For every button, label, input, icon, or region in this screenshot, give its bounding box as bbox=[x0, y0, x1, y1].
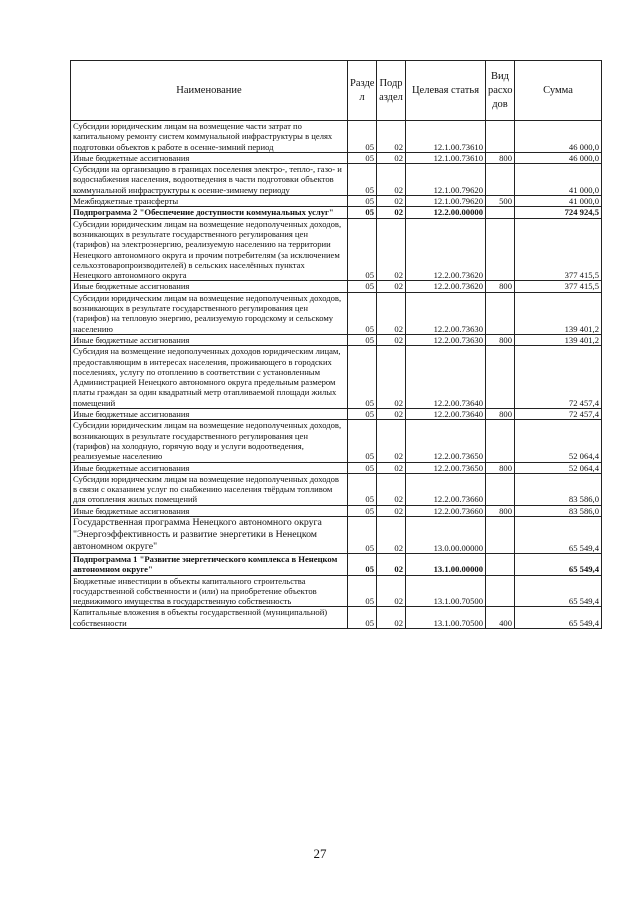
table-cell-subsection: 02 bbox=[377, 152, 406, 163]
table-cell-target: 13.0.00.00000 bbox=[406, 516, 486, 553]
table-cell-expense-type: 500 bbox=[486, 196, 515, 207]
table-cell-amount: 65 549,4 bbox=[515, 575, 602, 607]
table-cell-name: Иные бюджетные ассигнования bbox=[71, 505, 348, 516]
table-cell-subsection: 02 bbox=[377, 553, 406, 575]
table-cell-expense-type bbox=[486, 164, 515, 196]
header-section: Разде л bbox=[348, 61, 377, 121]
table-cell-amount: 139 401,2 bbox=[515, 334, 602, 345]
table-cell-amount: 52 064,4 bbox=[515, 462, 602, 473]
table-cell-name: Иные бюджетные ассигнования bbox=[71, 152, 348, 163]
table-cell-subsection: 02 bbox=[377, 420, 406, 462]
table-cell-target: 12.1.00.79620 bbox=[406, 164, 486, 196]
table-cell-section: 05 bbox=[348, 473, 377, 505]
table-cell-subsection: 02 bbox=[377, 516, 406, 553]
table-cell-amount: 41 000,0 bbox=[515, 164, 602, 196]
table-cell-section: 05 bbox=[348, 346, 377, 409]
table-cell-expense-type: 800 bbox=[486, 152, 515, 163]
table-row bbox=[71, 152, 602, 163]
table-cell-name: Субсидии юридическим лицам на возмещение недополученных доходов, возникающих в результате государственного регулирования цен (тарифов) на холодную, горячую воду и услуги водоотведения, реализуемые населению bbox=[71, 420, 348, 462]
table-cell-subsection: 02 bbox=[377, 409, 406, 420]
table-cell-amount: 83 586,0 bbox=[515, 473, 602, 505]
table-row bbox=[71, 292, 602, 334]
header-name: Наименование bbox=[71, 61, 348, 121]
table-cell-amount: 72 457,4 bbox=[515, 346, 602, 409]
table-row bbox=[71, 121, 602, 153]
table-cell-subsection: 02 bbox=[377, 196, 406, 207]
table-cell-section: 05 bbox=[348, 152, 377, 163]
table-row bbox=[71, 207, 602, 218]
table-cell-amount: 724 924,5 bbox=[515, 207, 602, 218]
table-cell-target: 12.2.00.73630 bbox=[406, 334, 486, 345]
table-row bbox=[71, 420, 602, 462]
table-cell-expense-type bbox=[486, 516, 515, 553]
table-cell-expense-type: 800 bbox=[486, 281, 515, 292]
table-cell-name: Бюджетные инвестиции в объекты капитального строительства государственной собственности и (или) на приобретение объектов недвижимого имущества в государственную собственность bbox=[71, 575, 348, 607]
table-cell-subsection: 02 bbox=[377, 575, 406, 607]
table-cell-name: Иные бюджетные ассигнования bbox=[71, 462, 348, 473]
table-row bbox=[71, 607, 602, 629]
table-row bbox=[71, 196, 602, 207]
table-cell-section: 05 bbox=[348, 218, 377, 281]
table-cell-section: 05 bbox=[348, 607, 377, 629]
table-cell-expense-type: 800 bbox=[486, 505, 515, 516]
table-cell-expense-type bbox=[486, 121, 515, 153]
table-cell-subsection: 02 bbox=[377, 473, 406, 505]
table-cell-expense-type bbox=[486, 207, 515, 218]
table-cell-target: 12.1.00.73610 bbox=[406, 152, 486, 163]
table-cell-section: 05 bbox=[348, 196, 377, 207]
table-cell-target: 13.1.00.70500 bbox=[406, 575, 486, 607]
table-cell-expense-type bbox=[486, 346, 515, 409]
table-cell-subsection: 02 bbox=[377, 334, 406, 345]
table-cell-subsection: 02 bbox=[377, 207, 406, 218]
table-cell-expense-type bbox=[486, 473, 515, 505]
table-cell-amount: 65 549,4 bbox=[515, 553, 602, 575]
table-cell-subsection: 02 bbox=[377, 607, 406, 629]
table-cell-name: Субсидии юридическим лицам на возмещение части затрат по капитальному ремонту систем коммунальной инфраструктуры в целях подготовки объектов к работе в осенне-зимний период bbox=[71, 121, 348, 153]
table-cell-amount: 52 064,4 bbox=[515, 420, 602, 462]
table-cell-name: Субсидии юридическим лицам на возмещение недополученных доходов, возникающих в результате государственного регулирования цен (тарифов) на тепловую энергию, реализуемую городскому и сельскому населению bbox=[71, 292, 348, 334]
table-row bbox=[71, 505, 602, 516]
table-body bbox=[71, 121, 602, 629]
header-expense-type: Вид расхо дов bbox=[486, 61, 515, 121]
budget-table bbox=[70, 60, 602, 629]
table-cell-amount: 41 000,0 bbox=[515, 196, 602, 207]
table-cell-name: Подпрограмма 2 "Обеспечение доступности коммунальных услуг" bbox=[71, 207, 348, 218]
table-cell-section: 05 bbox=[348, 553, 377, 575]
table-cell-subsection: 02 bbox=[377, 505, 406, 516]
table-cell-amount: 46 000,0 bbox=[515, 152, 602, 163]
table-cell-amount: 46 000,0 bbox=[515, 121, 602, 153]
table-cell-target: 12.2.00.73620 bbox=[406, 218, 486, 281]
table-cell-section: 05 bbox=[348, 121, 377, 153]
table-row bbox=[71, 575, 602, 607]
header-target: Целевая статья bbox=[406, 61, 486, 121]
table-cell-expense-type bbox=[486, 575, 515, 607]
table-cell-expense-type bbox=[486, 420, 515, 462]
table-row bbox=[71, 334, 602, 345]
table-cell-target: 12.2.00.73630 bbox=[406, 292, 486, 334]
table-cell-subsection: 02 bbox=[377, 292, 406, 334]
table-cell-expense-type: 800 bbox=[486, 462, 515, 473]
table-row bbox=[71, 553, 602, 575]
table-cell-expense-type bbox=[486, 553, 515, 575]
table-cell-amount: 139 401,2 bbox=[515, 292, 602, 334]
table-cell-target: 12.2.00.73620 bbox=[406, 281, 486, 292]
table-cell-section: 05 bbox=[348, 334, 377, 345]
table-cell-name: Иные бюджетные ассигнования bbox=[71, 334, 348, 345]
table-cell-section: 05 bbox=[348, 207, 377, 218]
table-cell-amount: 83 586,0 bbox=[515, 505, 602, 516]
table-row bbox=[71, 346, 602, 409]
table-cell-target: 12.2.00.73660 bbox=[406, 505, 486, 516]
table-cell-section: 05 bbox=[348, 164, 377, 196]
table-cell-subsection: 02 bbox=[377, 218, 406, 281]
table-cell-name: Субсидии юридическим лицам на возмещение недополученных доходов в связи с оказанием услуг по снабжению населения твёрдым топливом для отопления жилых помещений bbox=[71, 473, 348, 505]
table-cell-section: 05 bbox=[348, 420, 377, 462]
table-cell-target: 12.2.00.73650 bbox=[406, 462, 486, 473]
table-cell-name: Межбюджетные трансферты bbox=[71, 196, 348, 207]
table-cell-expense-type bbox=[486, 292, 515, 334]
table-cell-amount: 72 457,4 bbox=[515, 409, 602, 420]
table-row bbox=[71, 409, 602, 420]
table-cell-name: Государственная программа Ненецкого автономного округа "Энергоэффективность и развитие энергетики в Ненецком автономном округе" bbox=[71, 516, 348, 553]
table-cell-target: 12.2.00.73640 bbox=[406, 346, 486, 409]
table-cell-section: 05 bbox=[348, 505, 377, 516]
table-cell-name: Иные бюджетные ассигнования bbox=[71, 281, 348, 292]
table-cell-name: Субсидии юридическим лицам на возмещение недополученных доходов, возникающих в результате государственного регулирования цен (тарифов) на электроэнергию, реализуемую населению на территории Ненецкого автономного округа и прочим потребителям (за исключением сельхозтоваропроизводителей) в сельских населённых пунктах Ненецкого автономного округа bbox=[71, 218, 348, 281]
table-row bbox=[71, 462, 602, 473]
table-cell-section: 05 bbox=[348, 462, 377, 473]
table-cell-target: 12.1.00.79620 bbox=[406, 196, 486, 207]
table-cell-subsection: 02 bbox=[377, 462, 406, 473]
table-cell-section: 05 bbox=[348, 516, 377, 553]
table-cell-subsection: 02 bbox=[377, 346, 406, 409]
table-cell-amount: 65 549,4 bbox=[515, 607, 602, 629]
table-cell-amount: 377 415,5 bbox=[515, 218, 602, 281]
table-cell-target: 12.2.00.73640 bbox=[406, 409, 486, 420]
table-cell-expense-type: 400 bbox=[486, 607, 515, 629]
table-cell-target: 12.1.00.73610 bbox=[406, 121, 486, 153]
table-cell-subsection: 02 bbox=[377, 164, 406, 196]
header-amount: Сумма bbox=[515, 61, 602, 121]
table-cell-name: Капитальные вложения в объекты государственной (муниципальной) собственности bbox=[71, 607, 348, 629]
header-subsection: Подр аздел bbox=[377, 61, 406, 121]
table-cell-subsection: 02 bbox=[377, 121, 406, 153]
table-cell-target: 12.2.00.73660 bbox=[406, 473, 486, 505]
table-cell-target: 12.2.00.73650 bbox=[406, 420, 486, 462]
table-header-row bbox=[71, 61, 602, 121]
table-cell-expense-type bbox=[486, 218, 515, 281]
table-cell-amount: 65 549,4 bbox=[515, 516, 602, 553]
table-cell-name: Субсидия на возмещение недополученных доходов юридическим лицам, предоставляющим в интересах населения, проживающего в городских поселениях, услугу по отоплению в соответствии с установленным Администрацией Ненецкого автономного округа предельным размером платы граждан за один квадратный метр отапливаемой площади жилых помещений bbox=[71, 346, 348, 409]
table-cell-section: 05 bbox=[348, 281, 377, 292]
table-row bbox=[71, 281, 602, 292]
table-cell-section: 05 bbox=[348, 575, 377, 607]
table-cell-expense-type: 800 bbox=[486, 409, 515, 420]
table-row bbox=[71, 516, 602, 553]
table-cell-target: 12.2.00.00000 bbox=[406, 207, 486, 218]
table-cell-name: Подпрограмма 1 "Развитие энергетического комплекса в Ненецком автономном округе" bbox=[71, 553, 348, 575]
table-cell-name: Иные бюджетные ассигнования bbox=[71, 409, 348, 420]
table-row bbox=[71, 164, 602, 196]
table-cell-name: Субсидии на организацию в границах поселения электро-, тепло-, газо- и водоснабжения населения, водоотведения в части подготовки объектов коммунальной инфраструктуры к осенне-зимнему периоду bbox=[71, 164, 348, 196]
table-cell-section: 05 bbox=[348, 292, 377, 334]
table-cell-target: 13.1.00.00000 bbox=[406, 553, 486, 575]
table-cell-subsection: 02 bbox=[377, 281, 406, 292]
table-row bbox=[71, 473, 602, 505]
table-cell-amount: 377 415,5 bbox=[515, 281, 602, 292]
page-number: 27 bbox=[313, 846, 327, 861]
table-row bbox=[71, 218, 602, 281]
table-cell-expense-type: 800 bbox=[486, 334, 515, 345]
table-cell-section: 05 bbox=[348, 409, 377, 420]
table-cell-target: 13.1.00.70500 bbox=[406, 607, 486, 629]
